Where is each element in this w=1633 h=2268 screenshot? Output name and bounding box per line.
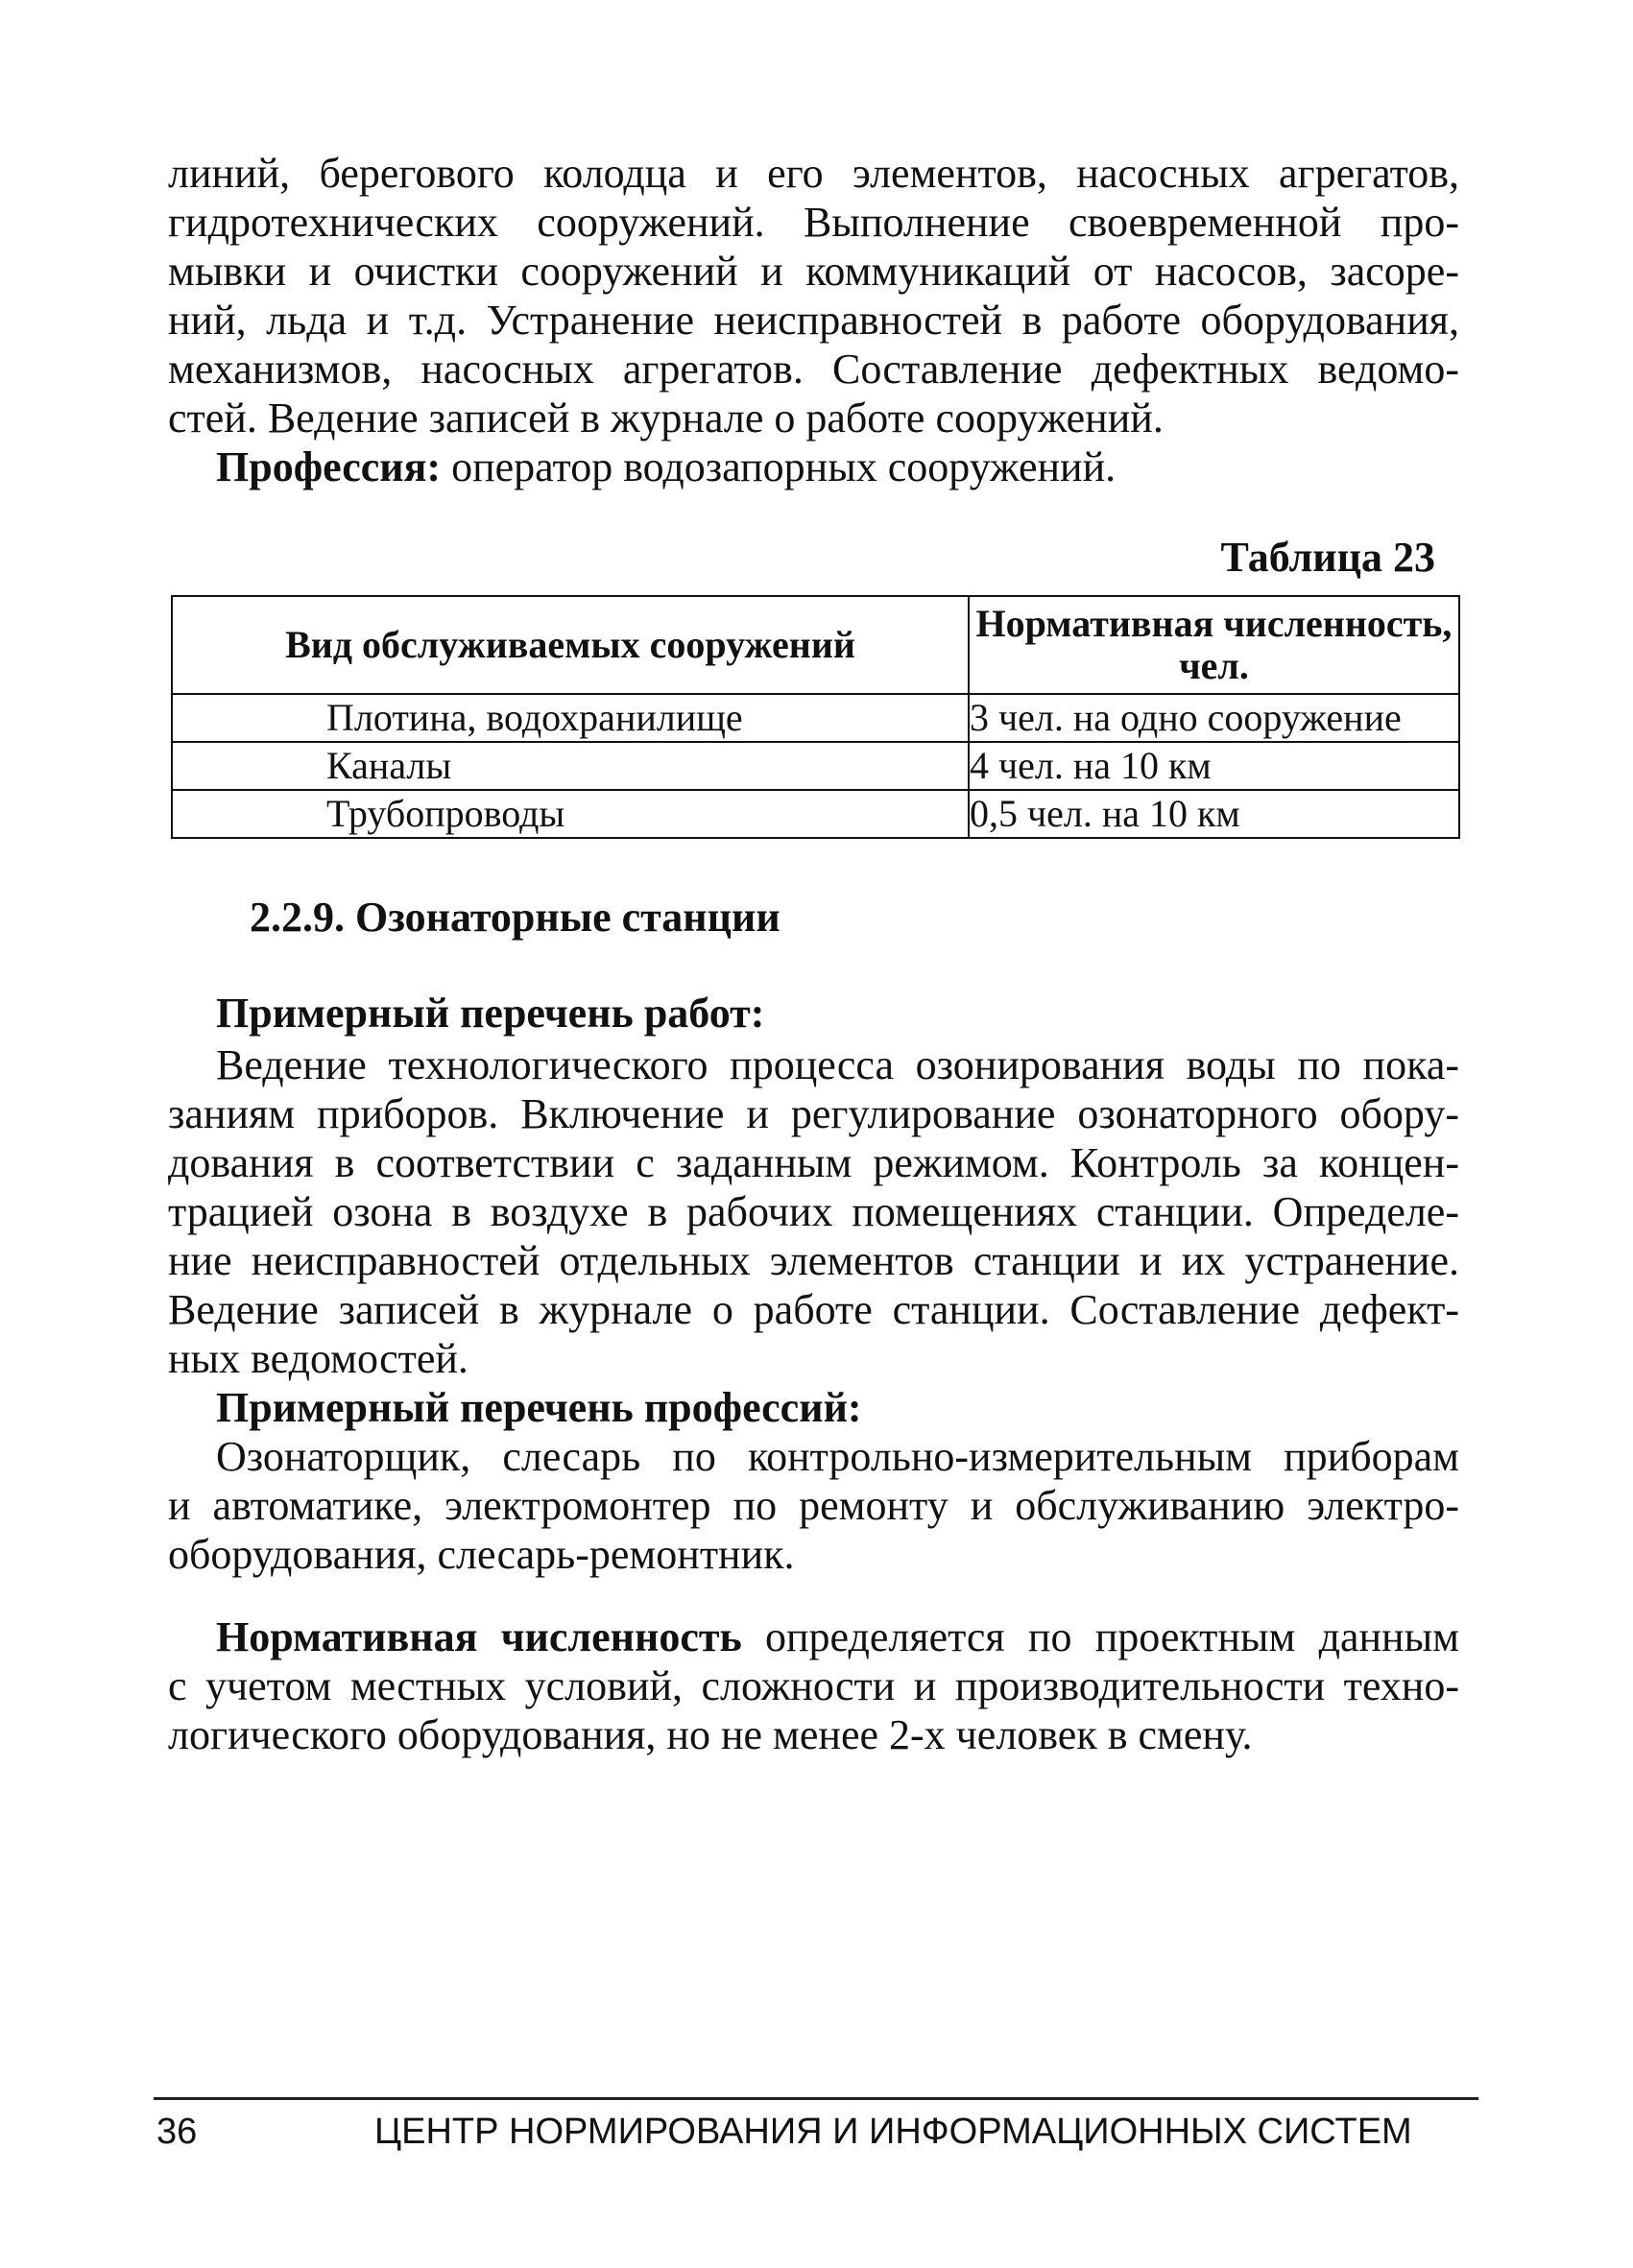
- professions-label-text: Примерный перечень профессий:: [216, 1384, 862, 1431]
- table-cell: Каналы: [172, 742, 969, 790]
- footer-rule: [154, 2097, 1478, 2100]
- column-header: Вид обслуживаемых сооружений: [172, 596, 969, 694]
- norm-paragraph: [168, 1612, 1459, 1759]
- column-header: Нормативная численность, чел.: [969, 596, 1459, 694]
- works-label-text: Примерный перечень работ:: [216, 990, 765, 1037]
- text-line: Ведение записей в журнале о работе станции. Составление дефект-: [168, 1286, 1459, 1333]
- table-cell: 4 чел. на 10 км: [969, 742, 1459, 790]
- page-number: 36: [156, 2112, 198, 2152]
- text-line: гидротехнических сооружений. Выполнение своевременной про-: [168, 199, 1459, 246]
- works-label: [168, 989, 1459, 1038]
- norm-first-line: [168, 1612, 1459, 1661]
- text-line: механизмов, насосных агрегатов. Составление дефектных ведомо-: [168, 346, 1459, 393]
- table-row: [172, 790, 1459, 838]
- table-cell: Плотина, водохранилище: [172, 694, 969, 742]
- text-line: дования в соответствии с заданным режимом. Контроль за концен-: [168, 1139, 1459, 1186]
- profession-line: [168, 442, 1459, 491]
- text-line: трацией озона в воздухе в рабочих помещениях станции. Определе-: [168, 1188, 1459, 1235]
- text-line: Ведение технологического процесса озонирования воды по пока-: [216, 1041, 1459, 1088]
- table-header-row: [172, 596, 1459, 694]
- text-line: стей. Ведение записей в журнале о работе сооружений.: [168, 394, 1164, 442]
- text-line: ных ведомостей.: [168, 1335, 468, 1382]
- text-line: Озонаторщик, слесарь по контрольно-измерительным приборам: [216, 1433, 1459, 1480]
- norm-text: определяется по проектным данным: [741, 1613, 1459, 1660]
- text-line: линий, берегового колодца и его элементов, насосных агрегатов,: [168, 150, 1459, 197]
- table-title: Таблица 23: [1220, 534, 1435, 581]
- section-heading: 2.2.9. Озонаторные станции: [250, 894, 780, 941]
- text-line: логического оборудования, но не менее 2-х человек в смену.: [168, 1711, 1253, 1758]
- norm-label: Нормативная численность: [216, 1613, 742, 1660]
- text-line: и автоматике, электромонтер по ремонту и обслуживанию электро-: [168, 1482, 1459, 1529]
- footer-publisher: ЦЕНТР НОРМИРОВАНИЯ И ИНФОРМАЦИОННЫХ СИСТЕМ: [374, 2112, 1412, 2152]
- profession-value: оператор водозапорных сооружений.: [441, 443, 1117, 490]
- text-line: оборудования, слесарь-ремонтник.: [168, 1531, 795, 1578]
- table-cell: 3 чел. на одно сооружение: [969, 694, 1459, 742]
- text-line: с учетом местных условий, сложности и производительности техно-: [168, 1662, 1459, 1709]
- text-line: ний, льда и т.д. Устранение неисправностей в работе оборудования,: [168, 297, 1459, 344]
- works-paragraph: [168, 1040, 1459, 1579]
- text-line: ние неисправностей отдельных элементов станции и их устранение.: [168, 1237, 1459, 1284]
- table-cell: 0,5 чел. на 10 км: [969, 790, 1459, 838]
- profession-label: Профессия:: [216, 443, 442, 490]
- table-row: [172, 694, 1459, 742]
- table-cell: Трубопроводы: [172, 790, 969, 838]
- staffing-table: [171, 595, 1460, 839]
- intro-paragraph: [168, 149, 1459, 491]
- professions-label: [168, 1383, 1459, 1432]
- table-row: [172, 742, 1459, 790]
- text-line: мывки и очистки сооружений и коммуникаций от насосов, засоре-: [168, 248, 1459, 295]
- text-line: заниям приборов. Включение и регулирование озонаторного обору-: [168, 1090, 1459, 1137]
